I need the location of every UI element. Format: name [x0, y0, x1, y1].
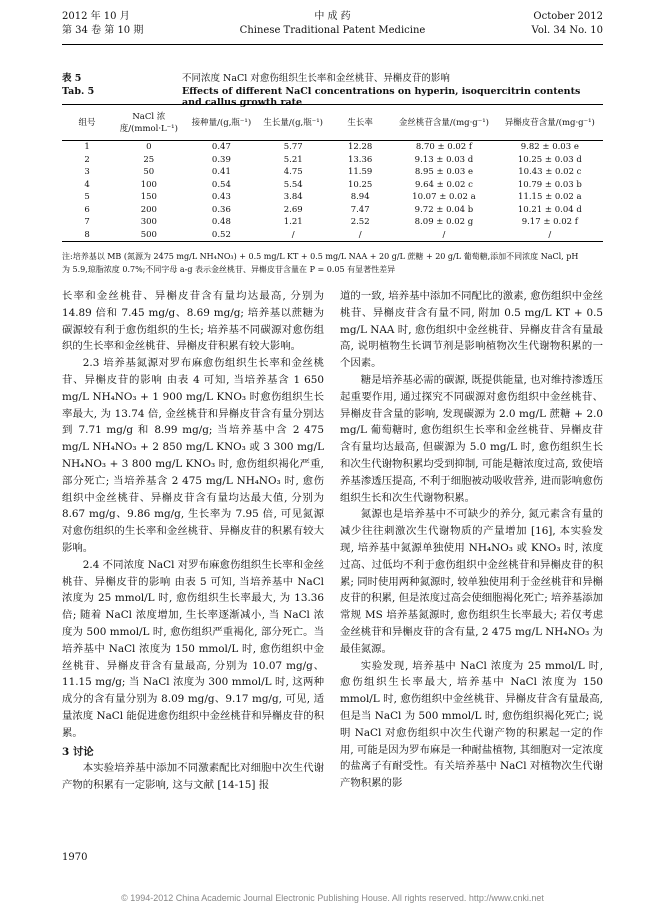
paragraph: 实验发现, 培养基中 NaCl 浓度为 25 mmol/L 时, 愈伤组织生长率最大, 培养基中 NaCl 浓度为 150 mmol/L 时, 愈伤组织中金丝桃苷、异槲皮苷含有量最高, 但是当 NaCl 为 500 mmol/L 时, 愈伤组织褐化死亡; 说明 NaCl 对愈伤组织中次生代谢产物的积累起一定的作用, 可能是因为罗布麻是一种耐盐植物, 其细胞对一定浓度的盐离子有耐受性。有关培养基中 NaCl 对植物次生代谢产物积累的影: [340, 659, 603, 790]
table-cell: 4: [84, 179, 90, 190]
header-cell: 生长量/(g,瓶⁻¹): [257, 105, 329, 141]
table-cell: 0.48: [211, 217, 231, 227]
table-cell: 5.21: [283, 154, 303, 165]
table-cell: 3: [84, 167, 90, 177]
table-cell: 0.52: [186, 229, 258, 242]
table-cell: 50: [143, 167, 155, 177]
header-cell: NaCl 浓度/(mmol·L⁻¹): [112, 105, 185, 141]
table-row: [62, 229, 603, 242]
table-cell: 500: [112, 229, 185, 242]
table-body: [62, 141, 603, 242]
table-cell: 10.25 ± 0.03 d: [517, 154, 582, 165]
table-cell: 0.47: [211, 142, 231, 152]
table-cell: 8.94: [350, 192, 370, 202]
table-cell: 10.21 ± 0.04 d: [517, 204, 582, 215]
table-cell: /: [497, 229, 603, 242]
left-column: [62, 288, 324, 794]
table-cell: 8: [62, 229, 112, 242]
page-number: 1970: [62, 852, 88, 863]
table-cell: 3.84: [283, 192, 303, 202]
table-cell: 4.75: [283, 167, 303, 177]
table-cell: 0: [146, 142, 152, 152]
table-cell: 8.70 ± 0.02 f: [415, 142, 473, 152]
table-cell: 7: [84, 217, 90, 227]
table-cell: 0.41: [211, 167, 231, 177]
table-cell: 0.36: [211, 204, 231, 215]
table-cell: 11.59: [347, 167, 373, 177]
table-cell: 0.39: [211, 154, 231, 165]
table-header-row: [62, 105, 603, 141]
table-cell: 2.69: [283, 204, 303, 215]
table-cell: 2: [84, 154, 90, 165]
table-row: [62, 179, 603, 192]
table-cell: 9.82 ± 0.03 e: [520, 142, 579, 152]
table-row: [62, 141, 603, 154]
table-cell: 8.95 ± 0.03 e: [414, 167, 473, 177]
table-cell: 300: [140, 217, 157, 227]
table-row: [62, 191, 603, 204]
header-rule: [62, 44, 603, 45]
table-cell: 7.47: [350, 204, 370, 215]
table-row: [62, 166, 603, 179]
paragraph: 本实验培养基中添加不同激素配比对细胞中次生代谢产物的积累有一定影响, 这与文献 [14-15] 报: [62, 762, 324, 792]
table-cell: 1.21: [283, 217, 303, 227]
table-cell: 9.13 ± 0.03 d: [414, 154, 474, 165]
table-cell: 10.79 ± 0.03 b: [517, 179, 582, 190]
table-cell: 6: [84, 204, 90, 215]
table-note: 注:培养基以 MB (氮源为 2475 mg/L NH₄NO₃) + 0.5 mg/L KT + 0.5 mg/L NAA + 20 g/L 蔗糖 + 20 g/L 葡萄糖,添加不同浓度 NaCl, pH 为 5.9,琼脂浓度 0.7%;不同字母 a-g 表示金丝桃苷、异槲皮苷含量在 P = 0.05 有显著性差异: [62, 252, 579, 274]
paragraph: 2.4 不同浓度 NaCl 对罗布麻愈伤组织生长率和金丝桃苷、异槲皮苷的影响 由表 5 可知, 当培养基中 NaCl 浓度为 25 mmol/L 时, 愈伤组织生长率最大, 为 13.36 倍; 随着 NaCl 浓度增加, 生长率逐渐减小, 当 NaCl 浓度为 500 mmol/L 时, 愈伤组织严重褐化, 部分死亡。当培养基中 NaCl 浓度为 150 mmol/L 时, 愈伤组织中金丝桃苷、异槲皮苷含有量最高, 分别为 10.07 mg/g、11.15 mg/g; 当 NaCl 浓度为 300 mmol/L 时, 这两种成分的含有量分别为 8.09 mg/g、9.17 mg/g, 可见, 适量浓度 NaCl 能促进愈伤组织中金丝桃苷和异槲皮苷的积累。: [62, 558, 324, 739]
table-cell: 9.64 ± 0.02 c: [415, 179, 473, 190]
data-table: [62, 104, 603, 242]
table-cell: 5: [84, 192, 90, 202]
table-row: [62, 154, 603, 167]
table-cell: 100: [140, 179, 157, 190]
table-cell: 2.52: [350, 217, 370, 227]
header-journal: 中 成 药 Chinese Traditional Patent Medicine: [239, 11, 426, 36]
paragraph: 长率和金丝桃苷、异槲皮苷含有量均达最高, 分别为 14.89 倍和 7.45 mg/g、8.69 mg/g; 培养基以蔗糖为碳源较有利于愈伤组织的生长; 培养基不同碳源对愈伤组织的生长率和金丝桃苷、异槲皮苷积累有较大影响。: [62, 290, 324, 353]
table-cell: 5.54: [283, 179, 303, 190]
table-cell: 8.09 ± 0.02 g: [414, 217, 474, 227]
header-cell: 组号: [62, 105, 112, 141]
header-cell: 接种量/(g,瓶⁻¹): [186, 105, 258, 141]
header-volume: October 2012 Vol. 34 No. 10: [531, 11, 603, 36]
table-cell: 200: [140, 204, 157, 215]
table-cell: 1: [84, 142, 90, 152]
table-cell: 11.15 ± 0.02 a: [518, 192, 582, 202]
table-cell: 13.36: [347, 154, 373, 165]
table-cell: 9.72 ± 0.04 b: [414, 204, 474, 215]
paragraph: 道的一致, 培养基中添加不同配比的激素, 愈伤组织中金丝桃苷、异槲皮苷含有量不同, 附加 0.5 mg/L KT + 0.5 mg/L NAA 时, 愈伤组织中金丝桃苷、异槲皮苷含有量最高, 说明植物生长调节剂是影响植物次生代谢物积累的一个因素。: [340, 290, 603, 370]
table-cell: 12.28: [347, 142, 373, 152]
table-cell: 10.43 ± 0.02 c: [518, 167, 582, 177]
header-cell: 异槲皮苷含量/(mg·g⁻¹): [497, 105, 603, 141]
table-cell: 10.07 ± 0.02 a: [412, 192, 476, 202]
paragraph: 2.3 培养基氮源对罗布麻愈伤组织生长率和金丝桃苷、异槲皮苷的影响 由表 4 可知, 当培养基含 1 650 mg/L NH₄NO₃ + 1 900 mg/L KNO₃ 时愈伤组织生长率最大, 为 13.74 倍, 金丝桃苷和异槲皮苷含有量分别达到 7.71 mg/g 和 8.99 mg/g; 当培养基中含 2 475 mg/L NH₄NO₃ + 2 850 mg/L KNO₃ 或 3 300 mg/L NH₄NO₃ + 3 800 mg/L KNO₃ 时, 愈伤组织褐化严重, 部分死亡; 当培养基含 2 475 mg/L NH₄NO₃ 时, 愈伤组织中金丝桃苷、异槲皮苷含有量均达最大值, 分别为 8.67 mg/g、9.86 mg/g, 生长率为 7.95 倍, 可见氮源对愈伤组织的生长率和金丝桃苷、异槲皮苷的积累有较大影响。: [62, 357, 324, 554]
table-cell: 25: [143, 154, 155, 165]
table-cell: /: [257, 229, 329, 242]
header-issue: 2012 年 10 月 第 34 卷 第 10 期: [62, 11, 144, 36]
table-row: [62, 216, 603, 229]
paragraph: 糖是培养基必需的碳源, 既提供能量, 也对维持渗透压起重要作用, 通过探究不同碳源对愈伤组织中金丝桃苷、异槲皮苷含量的影响, 发现碳源为 2.0 mg/L 蔗糖 + 2.0 mg/L 葡萄糖时, 愈伤组织生长率和金丝桃苷、异槲皮苷含有量均达最高, 但碳源为 5.0 mg/L 时, 愈伤组织生长和次生代谢物积累均受到抑制, 可能是糖浓度过高, 致使培养基渗透压提高, 不利于细胞被动吸收营养, 进而影响愈伤组织生长和次生代谢物积累。: [340, 373, 603, 504]
table-cell: /: [391, 229, 496, 242]
right-column: [340, 288, 603, 792]
table-cell: 5.77: [283, 142, 303, 152]
table-cell: 10.25: [347, 179, 373, 190]
table-row: [62, 204, 603, 217]
table-cell: 0.43: [211, 192, 231, 202]
table-cell: 0.54: [211, 179, 231, 190]
table-cell: 9.17 ± 0.02 f: [521, 217, 578, 227]
section-heading: 3 讨论: [62, 745, 94, 758]
table-cell: /: [329, 229, 391, 242]
header-cell: 金丝桃苷含量/(mg·g⁻¹): [391, 105, 496, 141]
table-cell: 150: [140, 192, 157, 202]
copyright-footer: © 1994-2012 China Academic Journal Electronic Publishing House. All rights reserved. http://www.cnki.net: [121, 893, 544, 903]
header-cell: 生长率: [329, 105, 391, 141]
paragraph: 氮源也是培养基中不可缺少的养分, 氮元素含有量的减少往往刺激次生代谢物质的产量增加 [16], 本实验发现, 培养基中氮源单独使用 NH₄NO₃ 或 KNO₃ 时, 浓度过高、过低均不利于愈伤组织中金丝桃苷和异槲皮苷的积累; 同时使用两种氮源时, 较单独使用利于金丝桃苷和异槲皮苷的积累, 但是浓度过高会使细胞褐化死亡; 培养基添加常规 MS 培养基氮源时, 愈伤组织生长率最大; 若仅考虑金丝桃苷和异槲皮苷的含有量, 2 475 mg/L NH₄NO₃ 为最佳氮源。: [340, 508, 603, 655]
